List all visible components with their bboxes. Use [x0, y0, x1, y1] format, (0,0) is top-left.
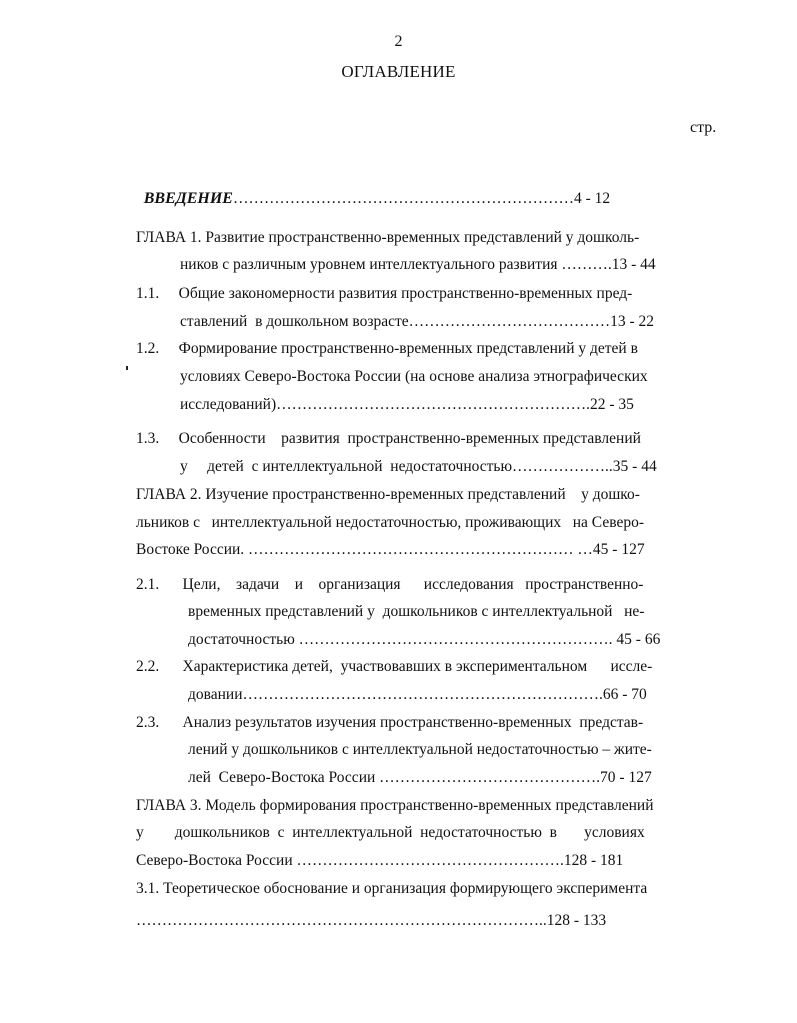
- toc-line: лей Северо-Востока России …………………………………….70 - 127: [188, 769, 652, 786]
- toc-line: довании…………………………………………………………….66 - 70: [188, 686, 647, 703]
- toc-line: 2.1. Цели, задачи и организация исследования пространственно-: [136, 576, 644, 593]
- scan-speck: [126, 366, 128, 370]
- toc-line: ГЛАВА 3. Модель формирования пространственно-временных представлений: [136, 797, 654, 814]
- toc-line: ников с различным уровнем интеллектуального развития ……….13 - 44: [180, 256, 656, 273]
- toc-line: ……………………………………………………………………..128 - 133: [136, 912, 607, 929]
- toc-line: исследований)…………………………………………………….22 - 35: [180, 396, 634, 413]
- toc-line: достаточностью ……………………………………………………. 45 - 66: [188, 631, 661, 648]
- toc-line: 1.1. Общие закономерности развития пространственно-временных пред-: [136, 285, 633, 302]
- toc-line: ГЛАВА 2. Изучение пространственно-временных представлений у дошко-: [136, 486, 640, 503]
- toc-line: лений у дошкольников с интеллектуальной недостаточностью – жите-: [188, 741, 652, 758]
- toc-line: временных представлений у дошкольников с интеллектуальной не-: [188, 603, 645, 620]
- intro-leaders-pages: …………………………………………………………4 - 12: [232, 190, 611, 207]
- toc-line: ГЛАВА 1. Развитие пространственно-временных представлений у дошколь-: [136, 229, 640, 246]
- toc-line: 3.1. Теоретическое обоснование и организация формирующего эксперимента: [136, 880, 648, 897]
- toc-line: 2.3. Анализ результатов изучения пространственно-временных представ-: [136, 714, 644, 731]
- page-number: 2: [394, 33, 403, 50]
- intro-label: ВВЕДЕНИЕ: [143, 190, 233, 207]
- toc-line: 1.3. Особенности развития пространственно-временных представлений: [136, 430, 641, 447]
- page-column-label: стр.: [690, 119, 717, 136]
- toc-line: льников с интеллектуальной недостаточностью, проживающих на Северо-: [136, 514, 644, 531]
- toc-entry-intro: [136, 172, 610, 208]
- toc-line: у дошкольников с интеллектуальной недостаточностью в условиях: [136, 824, 645, 841]
- toc-line: у детей с интеллектуальной недостаточностью………………..35 - 44: [180, 458, 657, 475]
- toc-line: Востоке России. ……………………………………………………… …45 - 127: [136, 541, 645, 558]
- toc-line: 1.2. Формирование пространственно-временных представлений у детей в: [136, 340, 638, 357]
- toc-line: Северо-Востока России …………………………………………….128 - 181: [136, 852, 624, 869]
- toc-line: ставлений в дошкольном возрасте…………………………………13 - 22: [180, 313, 655, 330]
- toc-line: 2.2. Характеристика детей, участвовавших в экспериментальном иссле-: [136, 658, 653, 675]
- toc-heading: ОГЛАВЛЕНИЕ: [341, 62, 456, 81]
- toc-line: условиях Северо-Востока России (на основе анализа этнографических: [180, 368, 648, 385]
